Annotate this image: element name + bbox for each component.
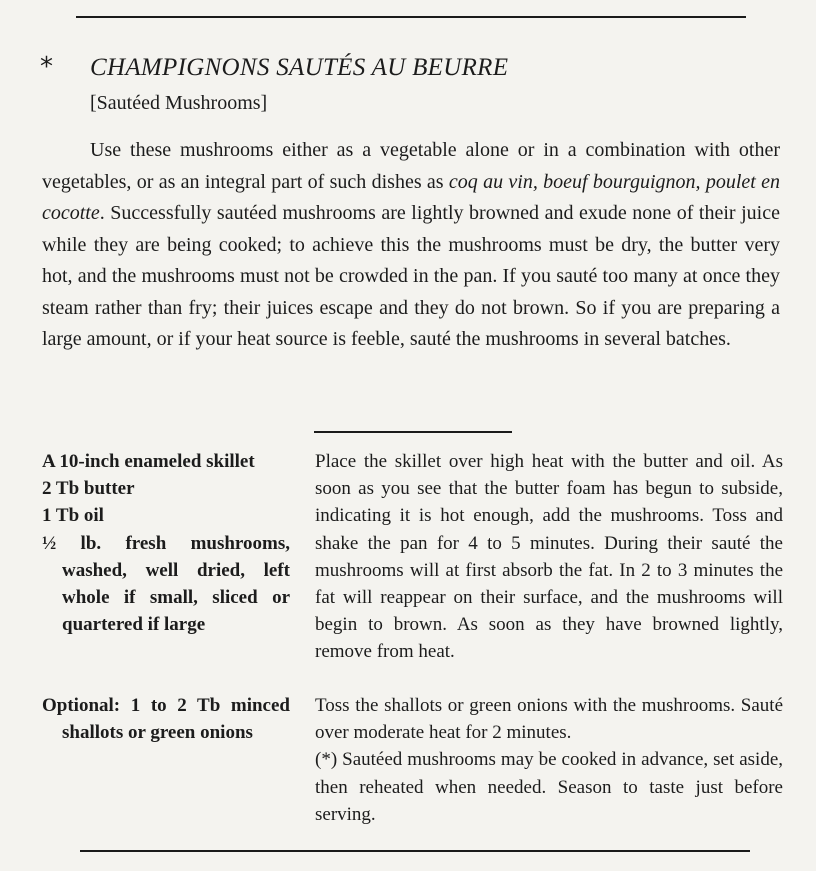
ingredient-item: ½ lb. fresh mushrooms, washed, well dried, left whole if small, sliced or quartered if large <box>42 532 290 636</box>
ingredient-item: 2 Tb butter <box>42 478 135 500</box>
ingredient-list-2 <box>42 692 290 746</box>
recipe-subtitle: [Sautéed Mushrooms] <box>90 92 268 114</box>
step-1-instructions: Place the skillet over high heat with the butter and oil. As soon as you see that the butter foam has begun to subside, indicating it is hot enough, add the mushrooms. Toss and shake the pan for 4 to 5 minutes. During their sauté the mushrooms will at first absorb the fat. In 2 to 3 minutes the fat will reappear on their surface, and the mushrooms will begin to brown. As soon as they have browned lightly, remove from heat. <box>315 451 783 663</box>
section-divider <box>314 431 512 433</box>
make-ahead-note: (*) Sautéed mushrooms may be cooked in advance, set aside, then reheated when needed. Season to taste just before serving. <box>315 749 783 825</box>
top-rule <box>76 16 746 18</box>
intro-text-1: Use these mushrooms either as a vegetable alone or in a combination with other vegetables, or as an integral part of such dishes as <box>42 139 780 193</box>
intro-paragraph <box>42 135 780 356</box>
step-2-text: Toss the shallots or green onions with the mushrooms. Sauté over moderate heat for 2 minutes. <box>315 695 783 744</box>
intro-text-2: . Successfully sautéed mushrooms are lightly browned and exude none of their juice while they are being cooked; to achieve this the mushrooms must be dry, the butter very hot, and the mushrooms must not be crowded in the pan. If you sauté too many at once they steam rather than fry; their juices escape and they do not brown. So if you are preparing a large amount, or if your heat source is feeble, sauté the mushrooms in several batches. <box>42 202 780 350</box>
intro-dishes: coq au vin, boeuf bourguignon, poulet en cocotte <box>42 170 780 224</box>
step-2-instructions <box>315 692 783 828</box>
ingredient-item: 1 Tb oil <box>42 505 104 527</box>
recipe-title: CHAMPIGNONS SAUTÉS AU BEURRE <box>90 54 509 81</box>
ingredient-list-1 <box>42 448 290 638</box>
asterisk-icon: * <box>40 52 53 82</box>
recipe-header <box>40 52 780 82</box>
ingredient-item: A 10-inch enameled skillet <box>42 451 255 472</box>
bottom-rule <box>80 850 750 852</box>
ingredient-item: Optional: 1 to 2 Tb minced shallots or green onions <box>42 695 290 744</box>
